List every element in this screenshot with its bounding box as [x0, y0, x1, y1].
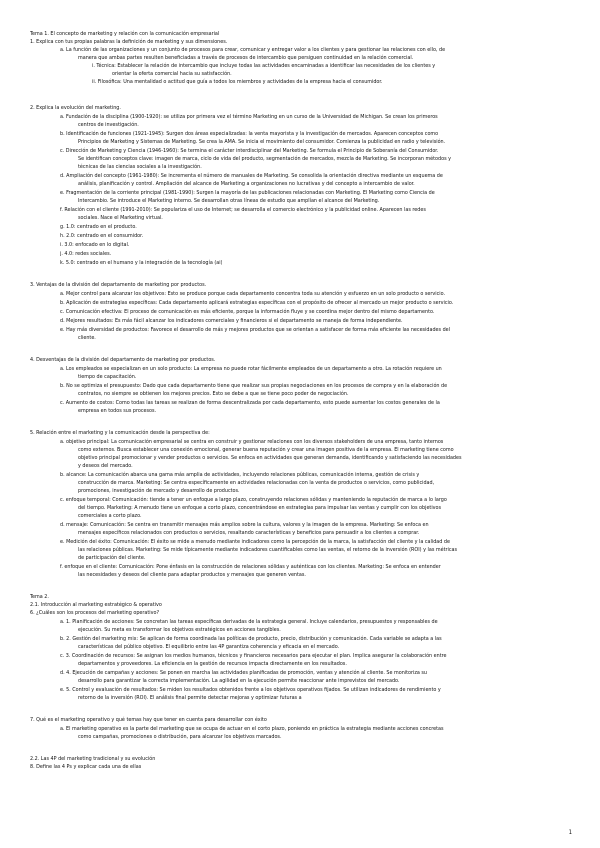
text-line: 1. Explica con tus propias palabras la definición de marketing y sus dimensiones.	[30, 39, 228, 45]
text-line: como externos. Busca establecer una conexión emocional, generar buena reputación y crear una imagen positiva de la empresa. El marketing tiene como	[78, 447, 454, 453]
text-line: Tema 1. El concepto de marketing y relación con la comunicación empresarial	[30, 31, 220, 37]
text-line: c. 3. Coordinación de recursos: Se asignan los medios humanos, técnicos y financieros necesarios para ejecutar el plan. Implica asegurar la colaboración entre	[60, 653, 447, 659]
text-line: 4. Desventajas de la división del departamento de marketing por productos.	[30, 357, 216, 363]
text-line: a. Los empleados se especializan en un solo producto: La empresa no puede rotar fácilmente empleados de un departamento a otro. La rotación requiere un	[60, 366, 442, 372]
text-line: 3. Ventajas de la división del departamento de marketing por productos.	[30, 282, 207, 288]
text-line: b. Identificación de funciones (1921-1945): Surgen dos áreas especializadas: la venta mayorista y la investigación de mercados. Aparecen conceptos como	[60, 131, 439, 137]
text-line: características del público objetivo. El equilibrio entre las 4P garantiza coherencia y eficacia en el mercado.	[78, 644, 340, 650]
text-line: a. Mejor control para alcanzar los objetivos: Esto se produce porque cada departamento concentra toda su atención y esfuerzo en un solo producto o servicio.	[60, 291, 446, 297]
text-line: manera que ambas partes resulten beneficiadas a través de procesos de intercambio que persiguen continuidad en la relación comercial.	[78, 55, 414, 61]
text-line: g. 1.0: centrado en el producto.	[60, 224, 137, 230]
text-line: promociones, investigación de mercado y desarrollo de productos.	[78, 488, 240, 494]
text-line: 6. ¿Cuáles son los procesos del marketing operativo?	[30, 610, 160, 616]
text-line: a. Fundación de la disciplina (1900-1920): se utiliza por primera vez el término Marketing en un curso de la Universidad de Michigan. Se crean los primeros	[60, 114, 438, 120]
text-line: i. Técnica: Establecer la relación de intercambio que incluye todas las actividades encaminadas a identificar las necesidades de los clientes y	[92, 63, 436, 69]
text-line: las necesidades y deseos del cliente para adaptar productos y mensajes que generen ventas.	[78, 572, 306, 578]
text-line: e. Hay más diversidad de productos: Favorece el desarrollo de más y mejores productos que se orientan a satisfacer de forma más eficiente las necesidades del	[60, 327, 451, 333]
text-line: e. 5. Control y evaluación de resultados: Se miden los resultados obtenidos frente a los objetivos operativos fijados. Se utilizan indicadores de rendimiento y	[60, 687, 441, 693]
text-line: mensajes específicos relacionados con productos o servicios, resaltando características y beneficios para persuadir a los clientes a comprar.	[78, 530, 420, 536]
page-number: 1	[568, 829, 572, 836]
text-line: b. Aplicación de estrategias específicas: Cada departamento aplicará estrategias específicas con el propósito de ofrecer al mercado un mejor producto o servicio.	[60, 300, 454, 306]
text-line: comerciales a corto plazo.	[78, 513, 142, 519]
text-line: desarrollo para garantizar la correcta implementación. La agilidad en la ejecución permite reaccionar ante imprevistos del mercado.	[78, 678, 400, 684]
text-line: d. mensaje: Comunicación: Se centra en transmitir mensajes más amplios sobre la cultura, valores y la imagen de la empresa. Marketing: Se enfoca en	[60, 522, 429, 528]
text-line: sociales. Nace el Marketing virtual.	[78, 215, 163, 221]
text-line: ejecución. Su meta es transformar los objetivos estratégicos en acciones tangibles.	[78, 627, 281, 633]
text-line: c. enfoque temporal: Comunicación: tiende a tener un enfoque a largo plazo, construyendo relaciones sólidas y manteniendo la reputación de marca a lo largo	[60, 497, 447, 503]
text-line: 5. Relación entre el marketing y la comunicación desde la perspectiva de:	[30, 430, 210, 436]
text-line: como campañas, promociones o distribución, para alcanzar los objetivos marcados.	[78, 734, 282, 740]
text-line: f. enfoque en el cliente: Comunicación: Pone énfasis en la construcción de relaciones sólidas y auténticas con los clientes. Marketing: Se enfoca en entender	[60, 564, 441, 570]
text-line: y deseos del mercado.	[78, 463, 133, 469]
text-line: orientar la oferta comercial hacia su satisfacción.	[112, 71, 232, 77]
text-line: a. 1. Planificación de acciones: Se concretan las tareas específicas derivadas de la estrategia general. Incluye calendarios, presupuestos y responsables de	[60, 619, 438, 625]
text-line: c. Dirección de Marketing y Ciencia (1946-1960): Se termina el carácter interdisciplinar del Marketing. Se formula el Principio de Soberanía del Consumidor.	[60, 148, 439, 154]
text-line: k. 5.0: centrado en el humano y la integración de la tecnología (ai)	[60, 260, 223, 266]
text-line: d. Mejores resultados: Es más fácil alcanzar los indicadores comerciales y financieros si el departamento se maneja de forma independiente.	[60, 318, 403, 324]
text-line: Tema 2.	[30, 594, 49, 600]
text-line: b. No se optimiza el presupuesto: Dado que cada departamento tiene que realizar sus propias negociaciones en los procesos de compra y en la elaboración de	[60, 383, 448, 389]
text-line: b. 2. Gestión del marketing mix: Se aplican de forma coordinada las políticas de producto, precio, distribución y comunicación. Cada variable se adapta a las	[60, 636, 442, 642]
text-line: del tiempo. Marketing: A menudo tiene un enfoque a corto plazo, concentrándose en estrategias para impulsar las ventas y cumplir con los objetivos	[78, 505, 442, 511]
text-line: a. La función de las organizaciones y un conjunto de procesos para crear, comunicar y entregar valor a los clientes y para gestionar las relaciones con ello, de	[60, 47, 446, 53]
text-line: ii. Filosófica: Una mentalidad o actitud que guía a todos los miembros y actividades de la empresa hacia el consumidor.	[92, 79, 383, 85]
text-line: tiempo de capacitación.	[78, 374, 137, 380]
text-line: Se identifican conceptos clave: imagen de marca, ciclo de vida del producto, segmentación de mercados, mezcla de Marketing. Se incorporan métodos y	[78, 156, 452, 162]
text-line: centros de investigación.	[78, 122, 139, 128]
text-line: de participación del cliente.	[78, 555, 146, 561]
text-line: c. Comunicación efectiva: El proceso de comunicación es más eficiente, porque la información fluye y se coordina mejor dentro del mismo departamento.	[60, 309, 435, 315]
text-line: c. Aumento de costos: Como todas las tareas se realizan de forma descentralizada por cada departamento, esto puede aumentar los costos generales de la	[60, 400, 440, 406]
text-line: d. 4. Ejecución de campañas y acciones: Se ponen en marcha las actividades planificadas de promoción, ventas y atención al cliente. Se monitoriza su	[60, 670, 428, 676]
text-line: departamentos y proveedores. La eficiencia en la gestión de recursos impacta directamente en los resultados.	[78, 661, 347, 667]
text-line: 2.2. Las 4P del marketing tradicional y su evolución	[30, 756, 156, 762]
text-line: las relaciones públicas. Marketing: Se mide típicamente mediante indicadores cuantificables como las ventas, el retorno de la inversión (ROI) y las métricas	[78, 547, 458, 553]
text-line: construcción de marca. Marketing: Se centra específicamente en actividades relacionadas con la venta de productos o servicios, como publicidad,	[78, 480, 435, 486]
text-line: i. 3.0: enfocado en lo digital.	[60, 242, 130, 248]
text-line: objetivo principal promocionar y vender productos o servicios. Se enfoca en actividades que generan demanda, identificando y satisfaciendo las necesidades	[78, 455, 462, 461]
text-line: a. objetivo principal: La comunicación empresarial se centra en construir y gestionar relaciones con los diversos stakeholders de una empresa, tanto internos	[60, 439, 444, 445]
text-line: empresa en todos sus procesos.	[78, 408, 157, 414]
text-line: 8. Define las 4 Ps y explicar cada una de ellas	[30, 764, 142, 770]
text-line: f. Relación con el cliente (1991-2010): Se populariza el uso de Internet; se desarrolla el comercio electrónico y la publicidad online. Aparecen las redes	[60, 207, 426, 213]
text-line: 7. Qué es el marketing operativo y qué temas hay que tener en cuenta para desarrollar con éxito	[30, 717, 267, 723]
text-line: análisis, planificación y control. Ampliación del alcance de Marketing a organizaciones no lucrativas y del concepto a intercambio de valor.	[78, 181, 415, 187]
text-line: b. alcance: La comunicación abarca una gama más amplia de actividades, incluyendo relaciones públicas, comunicación interna, gestión de crisis y	[60, 472, 420, 478]
text-line: 2. Explica la evolución del marketing.	[30, 105, 121, 111]
text-line: 2.1. Introducción al marketing estratégico & operativo	[30, 602, 162, 608]
text-line: contratos, no siempre se obtienen los mejores precios. Esto se debe a que se tiene poco poder de negociación.	[78, 391, 349, 397]
text-line: j. 4.0: redes sociales.	[60, 251, 112, 257]
text-line: e. Medición del éxito: Comunicación: El éxito se mide a menudo mediante indicadores como la percepción de la marca, la satisfacción del cliente y la calidad de	[60, 539, 450, 545]
text-line: Intercambio. Se introduce el Marketing interno. Se desarrollan otras líneas de estudio que amplían el alcance del Marketing.	[78, 198, 380, 204]
text-line: técnicas de las ciencias sociales a la investigación.	[78, 164, 202, 170]
text-line: Principios de Marketing y Sistemas de Marketing. Se crea la AMA. Se inicia el movimiento del consumidor. Comienza la publicidad en radio y televisión.	[78, 139, 446, 145]
text-line: retorno de la inversión (ROI). El análisis final permite detectar mejoras y optimizar futuras a	[78, 695, 302, 701]
text-line: a. El marketing operativo es la parte del marketing que se ocupa de actuar en el corto plazo, poniendo en práctica la estrategia mediante acciones concretas	[60, 726, 444, 732]
text-line: cliente.	[78, 335, 96, 341]
text-line: d. Ampliación del concepto (1961-1980): Se incrementa el número de manuales de Marketing. Se consolida la orientación directiva mediante un esquema de	[60, 173, 443, 179]
text-line: e. Fragmentación de la corriente principal (1981-1990): Surgen la mayoría de las publicaciones relacionadas con Marketing. El Marketing como Ciencia de	[60, 190, 435, 196]
text-line: h. 2.0: centrado en el consumidor.	[60, 233, 144, 239]
